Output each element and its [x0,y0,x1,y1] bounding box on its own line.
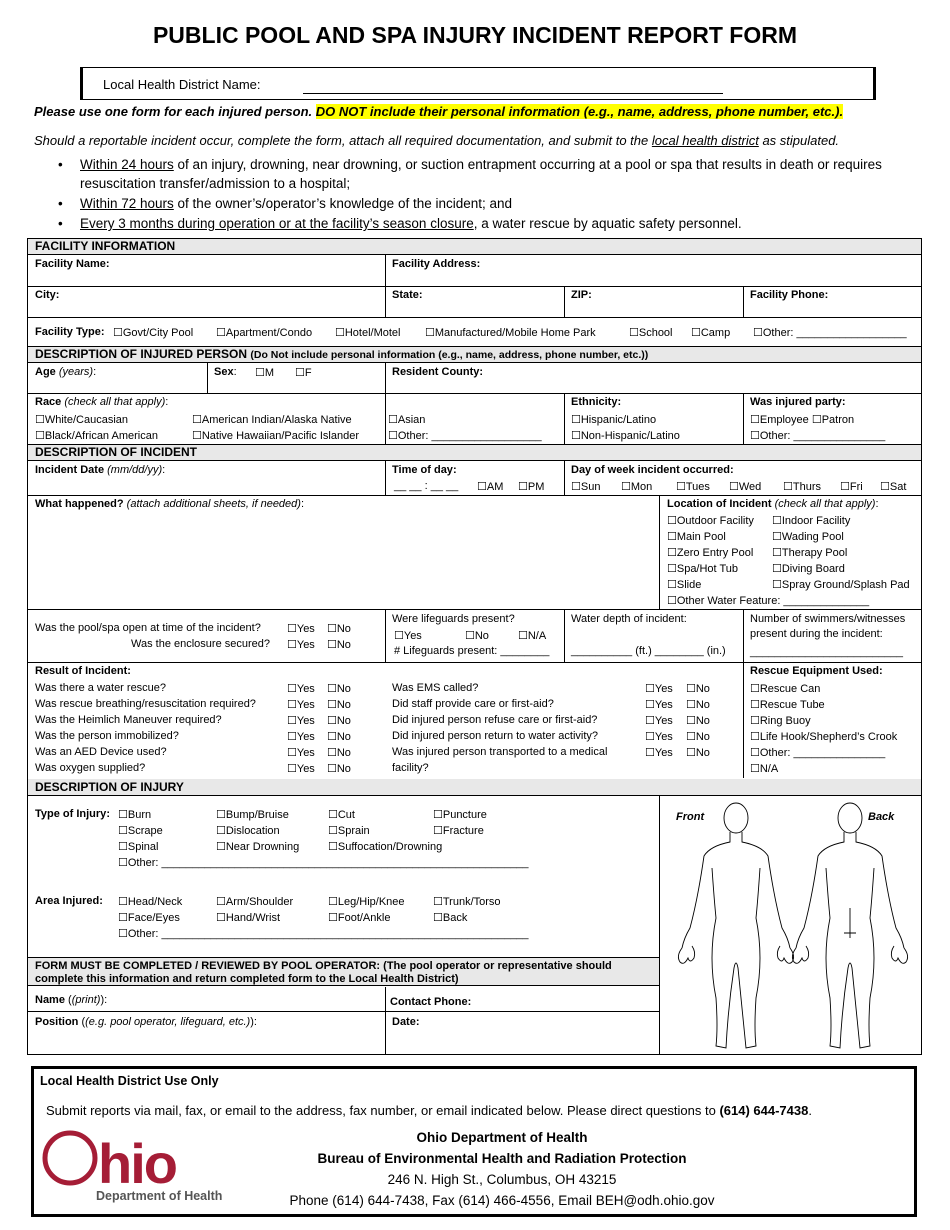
result-yes-checkbox[interactable]: ☐Yes [287,731,315,743]
injury-puncture[interactable]: ☐Puncture [433,809,487,821]
injury-sprain[interactable]: ☐Sprain [328,825,370,837]
age-label[interactable]: Age (years): [35,366,97,378]
facility-phone-label[interactable]: Facility Phone: [750,289,829,301]
sex-label: Sex: [214,366,237,378]
dept-name: Ohio Department of Health [416,1130,588,1145]
type-other-checkbox[interactable]: ☐Other: __________________ [753,327,907,339]
contact-phone-label[interactable]: Contact Phone: [390,996,472,1008]
party-other-checkbox[interactable]: ☐Other: _______________ [750,430,886,442]
lifeguards-count[interactable]: # Lifeguards present: ________ [394,645,550,657]
area-trunk[interactable]: ☐Trunk/Torso [433,896,501,908]
day-sun-checkbox[interactable]: ☐Sun [571,481,601,493]
equip-other[interactable]: ☐Other: _______________ [750,747,886,759]
area-other[interactable]: ☐Other: ____________________________________________________________ [118,928,529,940]
loc-slide-checkbox[interactable]: ☐Slide [667,579,702,591]
logo-o-ring [45,1133,95,1183]
injury-type-label: Type of Injury: [35,808,110,820]
injury-fracture[interactable]: ☐Fracture [433,825,484,837]
injury-other[interactable]: ☐Other: ____________________________________________________________ [118,857,529,869]
injury-spinal[interactable]: ☐Spinal [118,841,159,853]
time-of-day-label: Time of day: [392,464,457,476]
pm-checkbox[interactable]: ☐PM [518,481,545,493]
time-blank[interactable]: __ __ : __ __ [394,480,459,492]
zip-label[interactable]: ZIP: [571,289,592,301]
bullet-72-hours: • Within 72 hours of the owner’s/operator’s knowledge of the incident; and [58,196,513,211]
day-sat-checkbox[interactable]: ☐Sat [880,481,907,493]
result-question-middle: Did staff provide care or first-aid? [392,698,554,710]
type-hotel-checkbox[interactable]: ☐Hotel/Motel [335,327,401,339]
race-white-checkbox[interactable]: ☐White/Caucasian [35,414,129,426]
loc-wading-pool-checkbox[interactable]: ☐Wading Pool [772,531,844,543]
injured-person-section-header: DESCRIPTION OF INJURED PERSON (Do Not include personal information (e.g., name, address, phone number, etc.)) [28,347,921,363]
rescue-equipment-label: Rescue Equipment Used: [750,665,883,677]
result-question-middle: Was EMS called? [392,682,479,694]
swimmers-question-2: present during the incident: [750,628,883,640]
area-foot[interactable]: ☐Foot/Ankle [328,912,391,924]
day-of-week-label: Day of week incident occurred: [571,464,734,476]
injury-cut[interactable]: ☐Cut [328,809,355,821]
type-school-checkbox[interactable]: ☐School [629,327,673,339]
loc-main-pool-checkbox[interactable]: ☐Main Pool [667,531,726,543]
result-yes-checkbox[interactable]: ☐Yes [287,715,315,727]
operator-name-label[interactable]: Name ((print)): [35,994,108,1006]
water-depth-field[interactable]: __________ (ft.) ________ (in.) [571,645,726,657]
ethnicity-hispanic-checkbox[interactable]: ☐Hispanic/Latino [571,414,657,426]
body-diagram[interactable] [660,798,920,1053]
equip-ring-buoy[interactable]: ☐Ring Buoy [750,715,811,727]
am-checkbox[interactable]: ☐AM [477,481,504,493]
loc-zero-entry-checkbox[interactable]: ☐Zero Entry Pool [667,547,754,559]
result-no-checkbox[interactable]: ☐No [327,763,351,775]
incident-section-header: DESCRIPTION OF INCIDENT [28,445,921,461]
district-name-label: Local Health District Name: [103,77,261,92]
type-apartment-checkbox[interactable]: ☐Apartment/Condo [216,327,313,339]
result-no-checkbox[interactable]: ☐No [327,699,351,711]
day-tues-checkbox[interactable]: ☐Tues [676,481,710,493]
lifeguards-no[interactable]: ☐No [465,630,489,642]
bullet-24-hours: • Within 24 hours of an injury, drowning, near drowning, or suction entrapment occurring at a pool or spa that results in death or requires resuscitation transfer/admission to a hospital; [58,157,882,191]
submission-instructions: Should a reportable incident occur, complete the form, attach all required documentation, and submit to the local health district as stipulated. [34,133,840,148]
result-yes-checkbox[interactable]: ☐Yes [645,747,673,759]
result-header: Result of Incident: [35,665,131,677]
page-title: PUBLIC POOL AND SPA INJURY INCIDENT REPORT FORM [152,22,798,48]
result-question-middle: Did injured person refuse care or first-aid? [392,714,598,726]
loc-outdoor-checkbox[interactable]: ☐Outdoor Facility [667,515,754,527]
ethnicity-label: Ethnicity: [571,396,622,408]
injury-dislocation[interactable]: ☐Dislocation [216,825,280,837]
loc-indoor-checkbox[interactable]: ☐Indoor Facility [772,515,851,527]
equip-life-hook[interactable]: ☐Life Hook/Shepherd’s Crook [750,731,898,743]
enclosure-question: Was the enclosure secured? [131,638,270,650]
injury-burn[interactable]: ☐Burn [118,809,152,821]
district-name-field[interactable] [303,93,723,94]
result-yes-checkbox[interactable]: ☐Yes [645,699,673,711]
result-no-checkbox[interactable]: ☐No [327,683,351,695]
result-question-left: Was the person immobilized? [35,730,179,742]
swimmers-question-1: Number of swimmers/witnesses [750,613,906,625]
injury-section-header: DESCRIPTION OF INJURY [28,779,921,796]
district-name-box [80,67,876,100]
back-label: Back [868,811,895,823]
injury-scrape[interactable]: ☐Scrape [118,825,163,837]
area-injured-label: Area Injured: [35,895,103,907]
ohio-logo [40,1128,260,1208]
loc-therapy-pool-checkbox[interactable]: ☐Therapy Pool [772,547,848,559]
day-thurs-checkbox[interactable]: ☐Thurs [783,481,821,493]
bullet-3-months: • Every 3 months during operation or at the facility’s season closure, a water rescue by aquatic safety personnel. [58,216,742,231]
lifeguards-yes[interactable]: ☐Yes [394,630,422,642]
result-question-left: Was rescue breathing/resuscitation required? [35,698,256,710]
area-back[interactable]: ☐Back [433,912,468,924]
date-label[interactable]: Date: [392,1016,420,1028]
back-figure [792,803,907,1048]
result-question-left: Was an AED Device used? [35,746,167,758]
injured-party-label: Was injured party: [750,396,846,408]
enclosure-yes[interactable]: ☐Yes [287,639,315,651]
race-black-checkbox[interactable]: ☐Black/African American [35,430,158,442]
injury-bump[interactable]: ☐Bump/Bruise [216,809,289,821]
day-wed-checkbox[interactable]: ☐Wed [729,481,762,493]
what-happened-label[interactable]: What happened? (attach additional sheets, if needed): [35,498,305,510]
location-label: Location of Incident (check all that apply): [667,498,879,510]
pool-open-yes[interactable]: ☐Yes [287,623,315,635]
loc-spa-checkbox[interactable]: ☐Spa/Hot Tub [667,563,739,575]
logo-subtitle: Department of Health [96,1189,223,1203]
day-fri-checkbox[interactable]: ☐Fri [840,481,863,493]
type-camp-checkbox[interactable]: ☐Camp [691,327,731,339]
result-no-checkbox[interactable]: ☐No [686,683,710,695]
local-health-district-link: local health district [651,133,759,148]
injury-near-drowning[interactable]: ☐Near Drowning [216,841,300,853]
loc-spray-ground-checkbox[interactable]: ☐Spray Ground/Splash Pad [772,579,910,591]
area-hand[interactable]: ☐Hand/Wrist [216,912,281,924]
race-other-checkbox[interactable]: ☐Other: __________________ [388,430,542,442]
area-arm[interactable]: ☐Arm/Shoulder [216,896,294,908]
lifeguards-question: Were lifeguards present? [392,613,515,625]
area-leg[interactable]: ☐Leg/Hip/Knee [328,896,405,908]
result-no-checkbox[interactable]: ☐No [327,715,351,727]
result-yes-checkbox[interactable]: ☐Yes [287,763,315,775]
result-no-checkbox[interactable]: ☐No [686,731,710,743]
result-yes-checkbox[interactable]: ☐Yes [287,699,315,711]
result-yes-checkbox[interactable]: ☐Yes [645,683,673,695]
swimmers-field[interactable]: _________________________ [750,646,903,658]
ethnicity-non-hispanic-checkbox[interactable]: ☐Non-Hispanic/Latino [571,430,680,442]
result-question-middle: facility? [392,762,429,774]
front-label: Front [676,811,705,823]
result-question-middle: Was injured person transported to a medical [392,746,608,758]
sex-f-checkbox[interactable]: ☐F [295,367,312,379]
facility-address-label[interactable]: Facility Address: [392,258,481,270]
result-yes-checkbox[interactable]: ☐Yes [645,731,673,743]
result-no-checkbox[interactable]: ☐No [686,715,710,727]
loc-diving-board-checkbox[interactable]: ☐Diving Board [772,563,845,575]
result-no-checkbox[interactable]: ☐No [327,747,351,759]
front-figure [678,803,793,1048]
race-hawaiian-checkbox[interactable]: ☐Native Hawaiian/Pacific Islander [192,430,359,442]
facility-type-label: Facility Type: [35,326,105,338]
injury-suffocation[interactable]: ☐Suffocation/Drowning [328,841,443,853]
type-govt-checkbox[interactable]: ☐Govt/City Pool [113,327,194,339]
result-no-checkbox[interactable]: ☐No [327,731,351,743]
bureau-name: Bureau of Environmental Health and Radiation Protection [317,1151,687,1166]
pool-open-question: Was the pool/spa open at time of the incident? [35,622,261,634]
sex-m-checkbox[interactable]: ☐M [255,367,275,379]
state-label[interactable]: State: [392,289,423,301]
dept-contact: Phone (614) 644-7438, Fax (614) 466-4556, Email BEH@odh.ohio.gov [289,1193,715,1208]
race-asian-checkbox[interactable]: ☐Asian [388,414,426,426]
loc-other-checkbox[interactable]: ☐Other Water Feature: ______________ [667,595,870,607]
facility-section-header: FACILITY INFORMATION [28,239,921,255]
city-label[interactable]: City: [35,289,60,301]
privacy-warning: DO NOT include their personal information (e.g., name, address, phone number, etc.). [315,104,844,119]
district-use-only-label: Local Health District Use Only [40,1074,219,1088]
party-employee-patron-checkbox[interactable]: ☐Employee ☐Patron [750,414,855,426]
one-form-notice: Please use one form for each injured person. DO NOT include their personal information (e.g., name, address, phone number, etc.). [34,104,844,119]
race-label: Race (check all that apply): [35,396,169,408]
completion-header: FORM MUST BE COMPLETED / REVIEWED BY POOL OPERATOR: (The pool operator or representative should complete this information and return completed form to the Local Health District) [28,957,659,986]
result-question-middle: Did injured person return to water activity? [392,730,599,742]
result-question-left: Was oxygen supplied? [35,762,146,774]
day-mon-checkbox[interactable]: ☐Mon [621,481,653,493]
logo-word: hio [98,1132,176,1195]
area-head[interactable]: ☐Head/Neck [118,896,183,908]
equip-rescue-can[interactable]: ☐Rescue Can [750,683,821,695]
result-yes-checkbox[interactable]: ☐Yes [287,747,315,759]
area-face[interactable]: ☐Face/Eyes [118,912,180,924]
result-yes-checkbox[interactable]: ☐Yes [645,715,673,727]
submit-instructions: Submit reports via mail, fax, or email to the address, fax number, or email indicated below. Please direct questions to (614) 644-7438. [46,1103,812,1118]
water-depth-question: Water depth of incident: [571,613,687,625]
resident-county-label[interactable]: Resident County: [392,366,484,378]
result-question-left: Was there a water rescue? [35,682,167,694]
race-american-indian-checkbox[interactable]: ☐American Indian/Alaska Native [192,414,352,426]
result-yes-checkbox[interactable]: ☐Yes [287,683,315,695]
equip-rescue-tube[interactable]: ☐Rescue Tube [750,699,825,711]
type-mobile-home-checkbox[interactable]: ☐Manufactured/Mobile Home Park [425,327,596,339]
enclosure-no[interactable]: ☐No [327,639,351,651]
facility-name-label[interactable]: Facility Name: [35,258,110,270]
operator-position-label[interactable]: Position ((e.g. pool operator, lifeguard, etc.)): [35,1016,257,1028]
incident-date-label[interactable]: Incident Date (mm/dd/yy): [35,464,166,476]
pool-open-no[interactable]: ☐No [327,623,351,635]
dept-address: 246 N. High St., Columbus, OH 43215 [387,1172,617,1187]
equip-na[interactable]: ☐N/A [750,763,779,775]
lifeguards-na[interactable]: ☐N/A [518,630,547,642]
result-no-checkbox[interactable]: ☐No [686,747,710,759]
result-no-checkbox[interactable]: ☐No [686,699,710,711]
result-question-left: Was the Heimlich Maneuver required? [35,714,222,726]
